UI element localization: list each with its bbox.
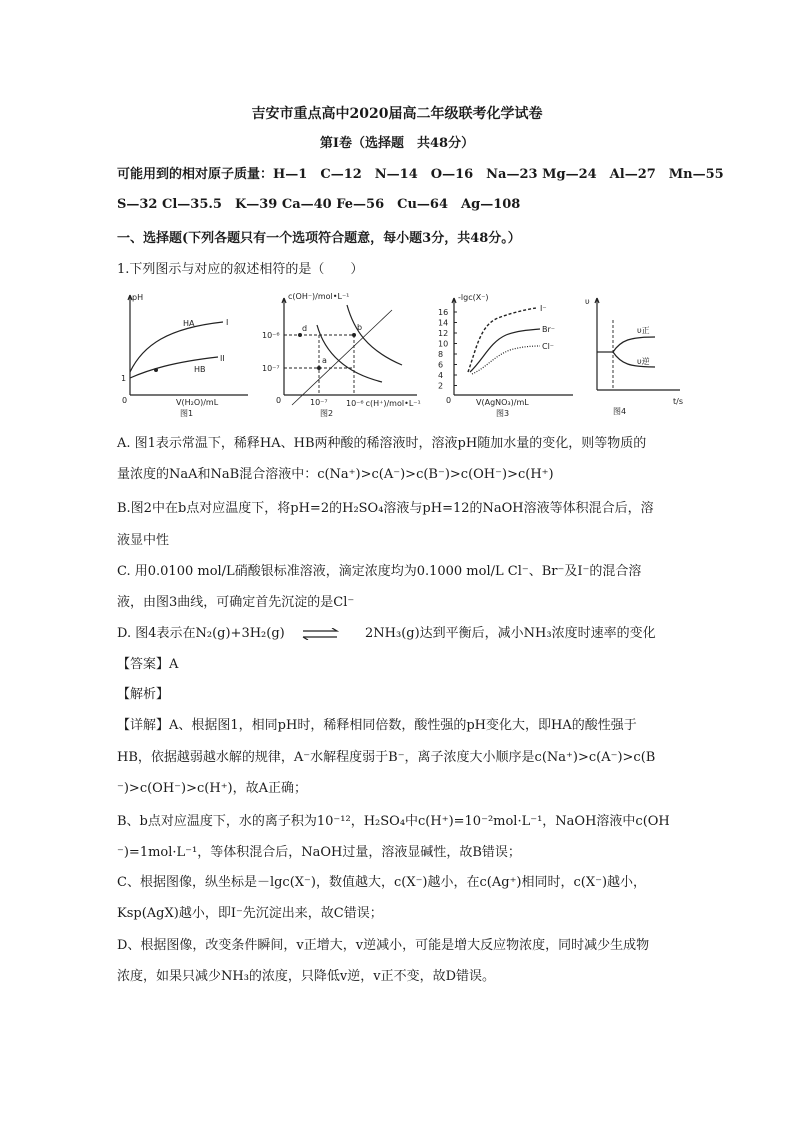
fig2-x-tick-7: 10⁻⁷ xyxy=(310,398,328,407)
fig1-curve-i: I xyxy=(226,318,229,327)
fig2-origin: 0 xyxy=(276,396,282,405)
option-a-line-1: A. 图1表示常温下，稀释HA、HB两种酸的稀溶液时，溶液pH随加水量的变化，则等物质的 xyxy=(117,436,647,451)
fig1-ylabel: pH xyxy=(132,293,144,302)
fig4-label-reverse: υ逆 xyxy=(637,357,650,366)
fig3-y-tick: 6 xyxy=(438,360,444,370)
equilibrium-arrow-icon xyxy=(295,628,355,640)
figure-4 xyxy=(585,290,685,418)
fig1-curve-hb: HB xyxy=(194,365,206,374)
option-a-line-2: 量浓度的NaA和NaB混合溶液中：c(Na⁺)>c(A⁻)>c(B⁻)>c(OH⁻)>c(H⁺) xyxy=(117,467,554,482)
figure-2 xyxy=(262,290,422,418)
option-c-line-2: 液，由图3曲线，可确定首先沉淀的是Cl⁻ xyxy=(117,595,355,610)
fig3-y-tick: 12 xyxy=(438,329,449,338)
part-heading: 一、选择题(下列各题只有一个选项符合题意，每小题3分，共48分。） xyxy=(117,231,521,246)
fig2-ylabel: c(OH⁻)/mol•L⁻¹ xyxy=(288,292,350,301)
fig3-caption: 图3 xyxy=(496,409,510,418)
atomic-masses-line-2: S—32 Cl—35.5 K—39 Ca—40 Fe—56 Cu—64 Ag—108 xyxy=(117,197,521,212)
option-d: D. 图4表示在N₂(g)+3H₂(g) 2NH₃(g)达到平衡后，减小NH₃浓度时速率的变化 xyxy=(117,626,656,641)
fig4-ylabel: υ xyxy=(585,297,590,306)
fig2-point-d: d xyxy=(302,324,308,333)
question-stem: 1.下列图示与对应的叙述相符的是（ ） xyxy=(117,262,364,277)
fig2-xlabel: 10⁻⁶ c(H⁺)/mol•L⁻¹ xyxy=(346,399,421,408)
fig3-y-tick: 2 xyxy=(438,381,444,391)
fig3-y-tick: 4 xyxy=(438,371,444,380)
fig1-xlabel: V(H₂O)/mL xyxy=(176,398,219,407)
fig4-label-forward: υ正 xyxy=(637,326,650,335)
fig3-y-tick: 8 xyxy=(438,350,444,359)
fig3-y-tick: 14 xyxy=(438,318,449,328)
fig1-curve-ha: HA xyxy=(183,319,195,328)
fig2-y-tick-6: 10⁻⁶ xyxy=(262,331,280,340)
section-title: 第Ⅰ卷（选择题 共48分） xyxy=(319,136,475,151)
fig4-xlabel: t/s xyxy=(673,397,683,406)
fig3-xlabel: V(AgNO₃)/mL xyxy=(476,398,529,407)
analysis-heading: 【解析】 xyxy=(117,687,170,702)
fig3-label-cl: Cl⁻ xyxy=(542,342,555,351)
detail-line-2: HB，依据越弱越水解的规律，A⁻水解程度弱于B⁻，离子浓度大小顺序是c(Na⁺)>c(A⁻)>c(B xyxy=(117,750,656,765)
fig2-point-a: a xyxy=(322,356,327,365)
atomic-masses-line-1: 可能用到的相对原子质量：H—1 C—12 N—14 O—16 Na—23 Mg—24 Al—27 Mn—55 xyxy=(117,167,724,182)
detail-line-5: ⁻)=1mol·L⁻¹，等体积混合后，NaOH过量，溶液显碱性，故B错误； xyxy=(117,845,521,860)
fig2-y-tick-7: 10⁻⁷ xyxy=(262,364,280,373)
fig3-label-br: Br⁻ xyxy=(542,325,555,334)
fig1-curve-ii: II xyxy=(220,354,225,363)
fig3-y-tick: 10 xyxy=(438,339,449,349)
detail-line-3: ⁻)>c(OH⁻)>c(H⁺)，故A正确； xyxy=(117,781,308,796)
fig2-point-b: b xyxy=(357,323,363,332)
detail-line-4: B、b点对应温度下，水的离子积为10⁻¹²，H₂SO₄中c(H⁺)=10⁻²mol·L⁻¹，NaOH溶液中c(OH xyxy=(117,814,670,829)
fig4-caption: 图4 xyxy=(613,407,627,416)
fig1-y-tick: 1 xyxy=(121,374,127,383)
fig1-caption: 图1 xyxy=(180,409,194,418)
detail-line-7: Ksp(AgX)越小，即I⁻先沉淀出来，故C错误； xyxy=(117,906,383,921)
fig3-origin: 0 xyxy=(446,396,452,405)
option-b-line-1: B.图2中在b点对应温度下，将pH=2的H₂SO₄溶液与pH=12的NaOH溶液等体积混合后，溶 xyxy=(117,501,654,516)
detail-line-8: D、根据图像，改变条件瞬间，v正增大，v逆减小，可能是增大反应物浓度，同时减少生成物 xyxy=(117,938,650,953)
figure-3 xyxy=(428,290,578,418)
detail-line-1: 【详解】A、根据图1，相同pH时，稀释相同倍数，酸性强的pH变化大，即HA的酸性强于 xyxy=(117,718,637,733)
figure-1 xyxy=(118,290,253,418)
fig2-caption: 图2 xyxy=(320,409,334,418)
page-title: 吉安市重点高中2020届高二年级联考化学试卷 xyxy=(251,106,543,122)
fig3-ylabel: -lgc(X⁻) xyxy=(458,293,489,302)
fig1-origin: 0 xyxy=(122,396,128,405)
fig3-y-tick: 16 xyxy=(438,308,449,317)
detail-line-6: C、根据图像，纵坐标是－lgc(X⁻)，数值越大，c(X⁻)越小，在c(Ag⁺)相同时，c(X⁻)越小， xyxy=(117,875,647,890)
option-c-line-1: C. 用0.0100 mol/L硝酸银标准溶液，滴定浓度均为0.1000 mol/L Cl⁻、Br⁻及I⁻的混合溶 xyxy=(117,564,642,579)
fig3-label-i: I⁻ xyxy=(540,304,547,313)
option-b-line-2: 液显中性 xyxy=(117,533,170,548)
detail-line-9: 浓度，如果只减少NH₃的浓度，只降低v逆，v正不变，故D错误。 xyxy=(117,969,496,984)
answer: 【答案】A xyxy=(117,657,179,672)
